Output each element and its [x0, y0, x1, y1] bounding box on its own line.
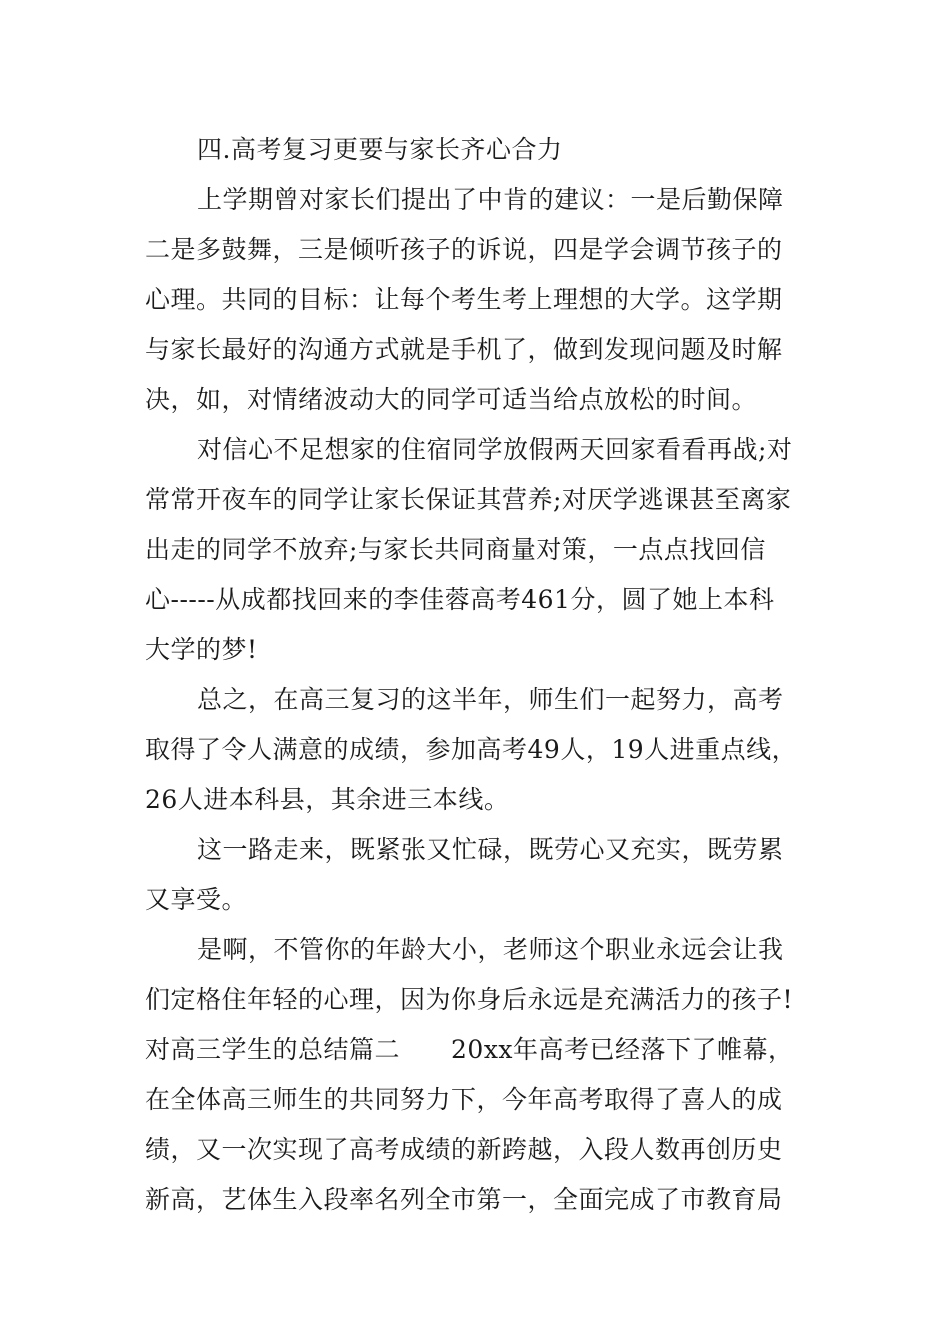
paragraph-line: 又享受。	[145, 885, 248, 914]
paragraph-line: 大学的梦!	[145, 635, 258, 664]
paragraph-line: 二是多鼓舞，三是倾听孩子的诉说，四是学会调节孩子的	[145, 235, 783, 264]
paragraph-line: 这一路走来，既紧张又忙碌，既劳心又充实，既劳累	[197, 835, 784, 864]
paragraph-line: 取得了令人满意的成绩，参加高考49人，19人进重点线，	[145, 735, 798, 764]
paragraph-line: 总之，在高三复习的这半年，师生们一起努力，高考	[197, 685, 784, 714]
section-heading: 四.高考复习更要与家长齐心合力	[197, 135, 563, 164]
paragraph-line: 在全体高三师生的共同努力下，今年高考取得了喜人的成	[145, 1085, 783, 1114]
paragraph-line: 对信心不足想家的住宿同学放假两天回家看看再战;对	[197, 435, 793, 464]
paragraph-line: 绩，又一次实现了高考成绩的新跨越，入段人数再创历史	[145, 1135, 783, 1164]
paragraph-line: 们定格住年轻的心理，因为你身后永远是充满活力的孩子!	[145, 985, 794, 1014]
paragraph-line: 出走的同学不放弃;与家长共同商量对策，一点点找回信	[145, 535, 766, 564]
paragraph-line: 常常开夜车的同学让家长保证其营养;对厌学逃课甚至离家	[145, 485, 792, 514]
paragraph-line: 上学期曾对家长们提出了中肯的建议：一是后勤保障	[197, 185, 784, 214]
paragraph-line: 心理。共同的目标：让每个考生考上理想的大学。这学期	[145, 285, 783, 314]
paragraph-line: 是啊，不管你的年龄大小，老师这个职业永远会让我	[197, 935, 784, 964]
paragraph-line: 26人进本科县，其余进三本线。	[145, 785, 510, 814]
paragraph-line: 与家长最好的沟通方式就是手机了，做到发现问题及时解	[145, 335, 783, 364]
paragraph-line: 决，如，对情绪波动大的同学可适当给点放松的时间。	[145, 385, 758, 414]
paragraph-line: 对高三学生的总结篇二 20xx年高考已经落下了帷幕，	[145, 1035, 794, 1064]
paragraph-line: 心-----从成都找回来的李佳蓉高考461分，圆了她上本科	[145, 585, 775, 614]
paragraph-line: 新高，艺体生入段率名列全市第一，全面完成了市教育局	[145, 1185, 783, 1214]
